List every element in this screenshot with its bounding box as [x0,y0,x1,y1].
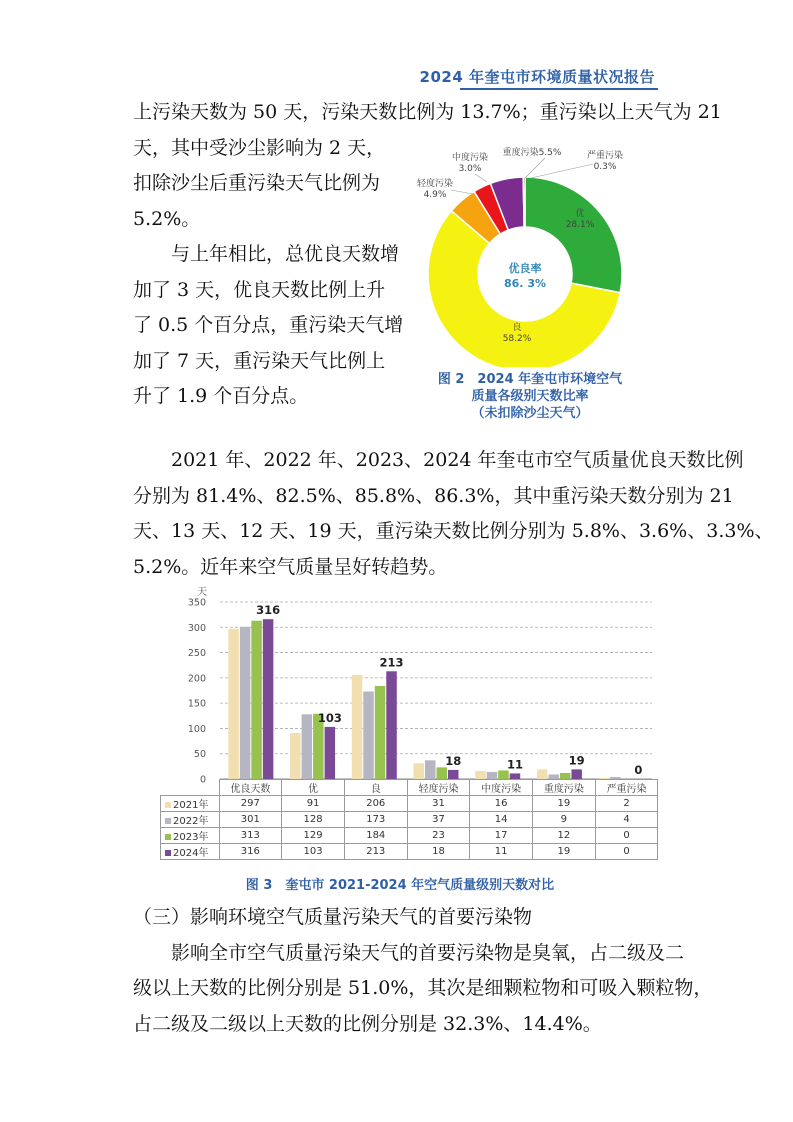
y-tick-label: 250 [187,648,206,660]
table-cell: 12 [533,828,596,844]
table-cell: 206 [344,796,407,812]
bar [487,772,498,779]
pie-slice-value: 58.2% [502,334,532,344]
bar [325,727,336,779]
table-cell: 213 [344,844,407,860]
donut-chart [415,142,645,367]
y-tick-label: 200 [187,673,206,685]
paragraph-line: 天，其中受沙尘影响为 2 天， [133,137,386,159]
table-cell: 0 [595,844,658,860]
pie-slice-label: 中度污染 [451,153,489,163]
paragraph-line: 加了 7 天，重污染天气比例上 [133,350,386,372]
paragraph-line: 天、13 天、12 天、19 天，重污染天数比例分别为 5.8%、3.6%、3.3%、 [133,520,774,542]
table-cell: 173 [344,812,407,828]
section-title: （三）影响环境空气质量污染天气的首要污染物 [133,906,533,928]
pie-slice-label: 优 [575,209,585,219]
bar [571,769,582,779]
pie-slice-value: 4.9% [423,190,447,200]
paragraph-line: 上污染天数为 50 天，污染天数比例为 13.7%；重污染以上天气为 21 [133,101,722,123]
bar [448,770,459,779]
bar-data-label: 11 [506,757,523,772]
legend-label: 2023年 [173,832,209,843]
pie-center-label: 优良率 [508,262,542,275]
paragraph-line: 占二级及二级以上天数的比例分别是 32.3%、14.4%。 [133,1013,602,1035]
table-category-header: 严重污染 [595,780,658,796]
figure-2-caption [415,371,645,422]
legend-label: 2021年 [173,800,209,811]
pie-slice-value: 28.1% [565,220,595,230]
table-cell: 9 [533,812,596,828]
table-cell: 14 [470,812,533,828]
table-row-header [161,812,220,828]
table-category-header: 良 [344,780,407,796]
legend-swatch [165,834,171,840]
bar-data-label: 103 [317,710,342,725]
table-row-header [161,796,220,812]
bar [475,771,486,779]
bar [263,619,274,779]
figure-2-caption-line3: （未扣除沙尘天气） [471,406,589,421]
table-category-header: 重度污染 [533,780,596,796]
table-cell: 23 [407,828,470,844]
table-row [161,828,658,844]
y-tick-label: 50 [193,749,206,761]
legend-swatch [165,850,171,856]
paragraph-line: 加了 3 天，优良天数比例上升 [133,279,386,301]
bar [363,692,374,779]
bar [386,671,397,779]
legend-label: 2024年 [173,848,209,859]
paragraph-line: 5.2%。近年来空气质量呈好转趋势。 [133,556,448,578]
table-cell: 103 [282,844,345,860]
bar [251,621,262,779]
table-cell: 19 [533,844,596,860]
bar [290,733,301,779]
bar [414,763,425,779]
y-tick-label: 100 [187,723,206,735]
paragraph-line: 扣除沙尘后重污染天气比例为 [133,172,381,194]
table-category-header: 中度污染 [470,780,533,796]
figure-2-caption-line2: 质量各级别天数比率 [471,389,589,404]
paragraph-line: 与上年相比，总优良天数增 [171,243,400,265]
table-row [161,812,658,828]
legend-swatch [165,802,171,808]
bar-data-label: 316 [256,603,281,618]
figure-3-caption: 图 3 奎屯市 2021-2024 年空气质量级别天数对比 [245,878,555,893]
pie-leader-line [475,174,487,182]
table-cell: 18 [407,844,470,860]
pie-leader-line [525,158,545,178]
paragraph-line: 级以上天数的比例分别是 51.0%，其次是细颗粒物和可吸入颗粒物， [133,977,713,999]
table-header-row [161,780,658,796]
bar [537,769,548,779]
table-corner [161,780,220,796]
legend-swatch [165,818,171,824]
y-tick-label: 350 [187,597,206,609]
bar [240,627,251,779]
bar [228,629,239,779]
pie-center-value: 86. 3% [504,277,546,290]
bar [437,767,448,779]
figure-2-caption-line1: 图 2 2024 年奎屯市环境空气 [437,372,623,387]
y-tick-label: 300 [187,622,206,634]
table-cell: 37 [407,812,470,828]
paragraph-line: 影响全市空气质量污染天气的首要污染物是臭氧，占二级及二 [171,942,685,964]
table-cell: 184 [344,828,407,844]
bar-data-label: 0 [634,763,643,777]
paragraph-line: 2021 年、2022 年、2023、2024 年奎屯市空气质量优良天数比例 [171,449,744,471]
pie-slice-label: 轻度污染 [416,179,454,189]
table-cell: 4 [595,812,658,828]
bar [302,714,313,779]
paragraph-line: 了 0.5 个百分点，重污染天气增 [133,314,404,336]
header-underline [460,88,658,90]
bar [498,770,509,779]
pie-slice-label: 严重污染 [586,151,624,161]
bar-chart-data-table [160,779,658,860]
y-tick-label: 0 [199,774,206,784]
bar [425,760,436,779]
table-cell: 129 [282,828,345,844]
paragraph-line: 分别为 81.4%、82.5%、85.8%、86.3%，其中重污染天数分别为 21 [133,485,734,507]
table-row-header [161,828,220,844]
pie-slice-label: 重度污染5.5% [502,148,562,158]
pie-slice-value: 3.0% [458,164,482,174]
bar-chart [140,584,660,784]
pie-leader-line [451,190,473,194]
table-row [161,796,658,812]
table-cell: 11 [470,844,533,860]
report-header: 2024 年奎屯市环境质量状况报告 [419,68,655,86]
bar-data-label: 19 [568,753,585,768]
paragraph-line: 5.2%。 [133,208,201,230]
pie-slice-value: 0.3% [593,162,617,172]
legend-label: 2022年 [173,816,209,827]
bar [375,686,386,779]
table-cell: 301 [219,812,282,828]
table-cell: 2 [595,796,658,812]
bar-data-label: 18 [445,753,462,768]
table-cell: 91 [282,796,345,812]
table-category-header: 轻度污染 [407,780,470,796]
table-cell: 297 [219,796,282,812]
pie-leader-line [531,164,593,178]
table-cell: 17 [470,828,533,844]
table-category-header: 优 [282,780,345,796]
table-row-header [161,844,220,860]
table-category-header: 优良天数 [219,780,282,796]
table-cell: 316 [219,844,282,860]
y-tick-label: 150 [187,698,206,710]
table-cell: 19 [533,796,596,812]
table-row [161,844,658,860]
y-axis-label: 天 [197,587,207,598]
table-cell: 128 [282,812,345,828]
table-cell: 0 [595,828,658,844]
table-cell: 313 [219,828,282,844]
bar-data-label: 213 [379,655,404,670]
table-cell: 16 [470,796,533,812]
pie-slice-0 [525,177,622,293]
bar [352,675,363,779]
table-cell: 31 [407,796,470,812]
paragraph-line: 升了 1.9 个百分点。 [133,385,309,407]
pie-slice-5 [523,177,525,227]
pie-slice-label: 良 [512,323,522,333]
